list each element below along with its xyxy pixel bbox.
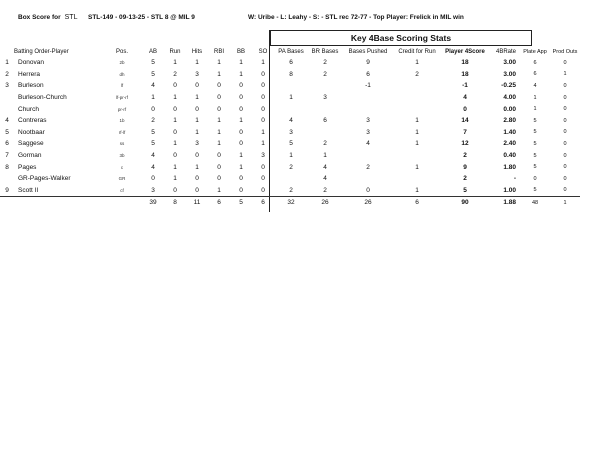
batting-order: 1 — [5, 59, 9, 67]
key-stats-title: Key 4Base Scoring Stats — [270, 30, 532, 46]
header-bb: BB — [236, 48, 245, 55]
box-score-table — [0, 46, 580, 209]
header-run: Run — [169, 48, 181, 55]
stat-player-4score: 7 — [463, 128, 467, 136]
stat-4brate: 0.40 — [503, 152, 516, 160]
stat-ab: 4 — [151, 152, 155, 160]
stat-bases-pushed: 0 — [366, 186, 370, 194]
stat-bases-pushed — [342, 103, 394, 115]
player-name: Gorman — [18, 152, 42, 160]
team-name: STL — [64, 14, 78, 21]
stat-plate-app: 5 — [533, 140, 537, 147]
stat-player-4score: 2 — [463, 152, 467, 160]
batting-order: 2 — [5, 70, 9, 78]
stat-hits: 0 — [195, 175, 199, 183]
stat-br-bases: 4 — [323, 175, 327, 183]
stat-pa-bases: 1 — [289, 152, 293, 160]
stat-plate-app: 4 — [533, 82, 537, 89]
player-position: 1b — [119, 118, 125, 124]
player-position: cf — [120, 187, 124, 193]
stat-hits: 1 — [195, 128, 199, 136]
stat-player-4score: 12 — [461, 140, 469, 148]
player-position: GR — [118, 176, 126, 182]
stat-credit-for-run — [394, 103, 440, 115]
player-position: 2b — [119, 60, 125, 66]
stat-prod-outs: 0 — [563, 175, 567, 182]
batting-order — [0, 173, 14, 185]
stat-credit-for-run — [394, 92, 440, 104]
stat-run: 0 — [173, 152, 177, 160]
stat-bases-pushed: 3 — [366, 117, 370, 125]
stat-pa-bases: 6 — [289, 59, 293, 67]
player-name: Nootbaar — [18, 128, 45, 136]
stat-prod-outs: 0 — [563, 106, 567, 113]
stat-so: 0 — [261, 82, 265, 90]
batting-order — [0, 92, 14, 104]
stat-run: 1 — [173, 94, 177, 102]
stat-plate-app: 5 — [533, 187, 537, 194]
stat-pa-bases — [274, 80, 308, 92]
stat-rbi: 1 — [217, 59, 221, 67]
stat-run: 1 — [173, 163, 177, 171]
stat-bb: 0 — [239, 175, 243, 183]
stat-br-bases: 4 — [323, 163, 327, 171]
player-position: ss — [119, 141, 125, 147]
stat-credit-for-run: 1 — [415, 59, 419, 67]
stat-ab: 5 — [151, 70, 155, 78]
stat-run: 1 — [173, 175, 177, 183]
stat-plate-app: 6 — [533, 59, 537, 66]
stat-so: 0 — [261, 175, 265, 183]
header-player: Batting Order-Player — [14, 48, 69, 55]
stat-so: 0 — [261, 70, 265, 78]
stat-hits: 1 — [195, 94, 199, 102]
stat-bases-pushed: 9 — [366, 59, 370, 67]
header-credit-for-run: Credit for Run — [398, 48, 436, 55]
stat-br-bases: 2 — [323, 70, 327, 78]
stat-br-bases — [308, 127, 342, 139]
stat-bb: 0 — [239, 186, 243, 194]
stat-rbi: 0 — [217, 175, 221, 183]
stat-player-4score: 9 — [463, 163, 467, 171]
total-pa-bases: 32 — [274, 197, 308, 209]
stat-prod-outs: 0 — [563, 140, 567, 147]
header-hits: Hits — [191, 48, 203, 55]
stat-bases-pushed — [342, 150, 394, 162]
header-player-4score: Player 4Score — [445, 48, 485, 55]
stat-rbi: 1 — [217, 128, 221, 136]
stat-bb: 0 — [239, 105, 243, 113]
total-run: 8 — [164, 197, 186, 209]
total-rbi: 6 — [208, 197, 230, 209]
stat-4brate: -0.25 — [501, 82, 516, 90]
stat-hits: 0 — [195, 186, 199, 194]
stat-credit-for-run: 1 — [415, 128, 419, 136]
stat-bb: 0 — [239, 82, 243, 90]
stat-run: 0 — [173, 82, 177, 90]
stat-so: 0 — [261, 105, 265, 113]
stat-pa-bases: 8 — [289, 70, 293, 78]
stat-plate-app: 1 — [533, 94, 537, 101]
stat-run: 0 — [173, 128, 177, 136]
player-name: Burleson-Church — [18, 94, 67, 102]
stat-4brate: 0.00 — [503, 105, 516, 113]
table-row — [0, 185, 580, 197]
batting-order: 8 — [5, 163, 9, 171]
stat-hits: 0 — [195, 105, 199, 113]
player-position: dh — [119, 71, 125, 77]
stat-so: 0 — [261, 94, 265, 102]
total-so: 6 — [252, 197, 274, 209]
stat-bases-pushed: 2 — [366, 163, 370, 171]
stat-bb: 1 — [239, 163, 243, 171]
stat-bb: 0 — [239, 128, 243, 136]
stat-prod-outs: 1 — [563, 71, 567, 78]
table-row — [0, 173, 580, 185]
total-bases-pushed: 26 — [342, 197, 394, 209]
batting-order: 3 — [5, 82, 9, 90]
stat-player-4score: 5 — [463, 186, 467, 194]
header-so: SO — [258, 48, 268, 55]
stat-br-bases — [308, 80, 342, 92]
stat-ab: 5 — [151, 128, 155, 136]
stat-rbi: 1 — [217, 140, 221, 148]
stat-player-4score: 2 — [463, 175, 467, 183]
stat-rbi: 0 — [217, 82, 221, 90]
player-position: c — [120, 164, 124, 170]
stat-prod-outs: 0 — [563, 94, 567, 101]
stat-br-bases: 2 — [323, 140, 327, 148]
stat-ab: 5 — [151, 140, 155, 148]
stat-hits: 3 — [195, 70, 199, 78]
table-row — [0, 57, 580, 69]
stat-prod-outs: 0 — [563, 164, 567, 171]
stat-bb: 0 — [239, 140, 243, 148]
header-bases-pushed: Bases Pushed — [348, 48, 388, 55]
totals-row — [0, 197, 580, 209]
player-position: pr-rf — [117, 106, 127, 112]
stat-bases-pushed: 3 — [366, 128, 370, 136]
stat-hits: 1 — [195, 59, 199, 67]
stat-credit-for-run: 1 — [415, 186, 419, 194]
stat-br-bases: 2 — [323, 186, 327, 194]
stat-credit-for-run — [394, 80, 440, 92]
stat-credit-for-run — [394, 173, 440, 185]
stat-bb: 1 — [239, 59, 243, 67]
batting-order: 9 — [5, 186, 9, 194]
stat-br-bases: 3 — [323, 94, 327, 102]
stat-4brate: 3.00 — [503, 70, 516, 78]
stat-4brate: 1.80 — [503, 163, 516, 171]
stat-ab: 1 — [151, 94, 155, 102]
stat-so: 0 — [261, 163, 265, 171]
header-pa-bases: PA Bases — [278, 48, 304, 55]
stat-credit-for-run — [394, 150, 440, 162]
batting-order: 6 — [5, 140, 9, 148]
stat-run: 2 — [173, 70, 177, 78]
stat-prod-outs: 0 — [563, 152, 567, 159]
stat-4brate: 2.40 — [503, 140, 516, 148]
stat-credit-for-run: 2 — [415, 70, 419, 78]
stat-pa-bases — [274, 103, 308, 115]
table-row — [0, 127, 580, 139]
stat-bb: 1 — [239, 152, 243, 160]
player-position: lf-pr-rf — [116, 95, 128, 101]
total-credit-for-run: 6 — [394, 197, 440, 209]
stat-4brate: 2.80 — [503, 117, 516, 125]
table-row — [0, 150, 580, 162]
total-bb: 5 — [230, 197, 252, 209]
stat-so: 3 — [261, 152, 265, 160]
total-hits: 11 — [186, 197, 208, 209]
stat-bases-pushed — [342, 92, 394, 104]
stat-prod-outs: 0 — [563, 187, 567, 194]
stat-pa-bases: 2 — [289, 186, 293, 194]
stat-plate-app: 0 — [533, 175, 537, 182]
stat-run: 0 — [173, 105, 177, 113]
stat-ab: 0 — [151, 175, 155, 183]
stat-pa-bases: 5 — [289, 140, 293, 148]
total-player-4score: 90 — [440, 197, 490, 209]
total-4brate: 1.88 — [490, 197, 520, 209]
player-name: Burleson — [18, 82, 44, 90]
stat-ab: 3 — [151, 186, 155, 194]
batting-order: 7 — [5, 152, 9, 160]
stat-rbi: 0 — [217, 105, 221, 113]
stat-pa-bases: 1 — [289, 94, 293, 102]
header-pos: Pos. — [115, 48, 128, 55]
game-info: STL-149 - 09-13-25 - STL 8 @ MIL 9 — [88, 14, 195, 21]
stat-bases-pushed: 6 — [366, 70, 370, 78]
stat-hits: 0 — [195, 82, 199, 90]
player-position: rf-lf — [118, 129, 126, 135]
stat-so: 1 — [261, 59, 265, 67]
stat-credit-for-run: 1 — [415, 163, 419, 171]
stat-4brate: 1.00 — [503, 186, 516, 194]
player-name: Donovan — [18, 59, 45, 67]
stat-rbi: 0 — [217, 163, 221, 171]
stat-rbi: 0 — [217, 94, 221, 102]
stat-hits: 1 — [195, 117, 199, 125]
header-rbi: RBI — [213, 48, 224, 55]
stat-so: 0 — [261, 117, 265, 125]
stat-so: 0 — [261, 186, 265, 194]
stat-bases-pushed — [342, 173, 394, 185]
stat-plate-app: 1 — [533, 106, 537, 113]
table-row — [0, 69, 580, 81]
table-row — [0, 161, 580, 173]
player-name: Church — [18, 105, 39, 113]
table-row — [0, 80, 580, 92]
stat-4brate: 3.00 — [503, 59, 516, 67]
game-decisions: W: Uribe - L: Leahy - S: - STL rec 72-77 - Top Player: Frelick in MIL win — [248, 14, 464, 21]
stat-player-4score: -1 — [462, 82, 468, 90]
stat-bases-pushed: 4 — [366, 140, 370, 148]
box-score-label-text: Box Score for — [18, 14, 61, 21]
stat-ab: 2 — [151, 117, 155, 125]
stat-bases-pushed: -1 — [365, 82, 371, 90]
header-br-bases: BR Bases — [311, 48, 339, 55]
stat-player-4score: 14 — [461, 117, 469, 125]
stat-bb: 1 — [239, 70, 243, 78]
player-position: 3b — [119, 153, 125, 159]
stat-run: 1 — [173, 140, 177, 148]
stat-bb: 0 — [239, 94, 243, 102]
header-4brate: 4BRate — [495, 48, 516, 55]
stat-player-4score: 0 — [463, 105, 467, 113]
stat-hits: 1 — [195, 163, 199, 171]
stat-prod-outs: 0 — [563, 59, 567, 66]
stat-credit-for-run: 1 — [415, 117, 419, 125]
header-plate-app: Plate App — [523, 48, 547, 55]
stat-rbi: 1 — [217, 70, 221, 78]
player-position: lf — [120, 83, 124, 89]
stat-prod-outs: 0 — [563, 117, 567, 124]
stat-rbi: 1 — [217, 117, 221, 125]
stat-plate-app: 5 — [533, 152, 537, 159]
stat-run: 1 — [173, 117, 177, 125]
stat-pa-bases: 4 — [289, 117, 293, 125]
header-row — [0, 46, 580, 57]
header-prod-outs: Prod Outs — [552, 48, 578, 55]
stat-br-bases: 2 — [323, 59, 327, 67]
batting-order: 5 — [5, 128, 9, 136]
table-row — [0, 138, 580, 150]
box-score-label — [18, 14, 77, 21]
stat-hits: 3 — [195, 140, 199, 148]
table-row — [0, 103, 580, 115]
player-name: Contreras — [18, 117, 47, 125]
stat-run: 1 — [173, 59, 177, 67]
stat-plate-app: 5 — [533, 164, 537, 171]
stat-br-bases: 6 — [323, 117, 327, 125]
table-row — [0, 115, 580, 127]
stat-run: 0 — [173, 186, 177, 194]
stat-prod-outs: 0 — [563, 82, 567, 89]
stat-ab: 0 — [151, 105, 155, 113]
stat-4brate: - — [513, 175, 516, 183]
stat-pa-bases — [274, 173, 308, 185]
total-prod-outs: 1 — [550, 197, 580, 209]
stat-4brate: 1.40 — [503, 128, 516, 136]
stat-rbi: 1 — [217, 186, 221, 194]
stat-hits: 0 — [195, 152, 199, 160]
stat-bb: 1 — [239, 117, 243, 125]
stat-player-4score: 4 — [463, 94, 467, 102]
player-name: GR-Pages-Walker — [18, 175, 71, 183]
stat-4brate: 4.00 — [503, 94, 516, 102]
stat-prod-outs: 0 — [563, 129, 567, 136]
stat-pa-bases: 3 — [289, 128, 293, 136]
stat-plate-app: 5 — [533, 117, 537, 124]
total-plate-app: 48 — [520, 197, 550, 209]
batting-order: 4 — [5, 117, 9, 125]
stat-ab: 4 — [151, 82, 155, 90]
stat-br-bases — [308, 103, 342, 115]
stat-plate-app: 5 — [533, 129, 537, 136]
player-name: Herrera — [18, 70, 41, 78]
total-ab: 39 — [142, 197, 164, 209]
header-ab: AB — [148, 48, 157, 55]
stat-so: 1 — [261, 140, 265, 148]
total-br-bases: 26 — [308, 197, 342, 209]
stat-rbi: 0 — [217, 152, 221, 160]
stat-player-4score: 18 — [461, 70, 469, 78]
player-name: Scott II — [18, 186, 39, 194]
stat-credit-for-run: 1 — [415, 140, 419, 148]
batting-order — [0, 103, 14, 115]
table-row — [0, 92, 580, 104]
stat-player-4score: 18 — [461, 59, 469, 67]
stat-ab: 4 — [151, 163, 155, 171]
stat-br-bases: 1 — [323, 152, 327, 160]
stat-pa-bases: 2 — [289, 163, 293, 171]
player-name: Pages — [18, 163, 37, 171]
stat-ab: 5 — [151, 59, 155, 67]
player-name: Saggese — [18, 140, 44, 148]
stat-plate-app: 6 — [533, 71, 537, 78]
stat-so: 1 — [261, 128, 265, 136]
totals-blank — [0, 197, 142, 209]
